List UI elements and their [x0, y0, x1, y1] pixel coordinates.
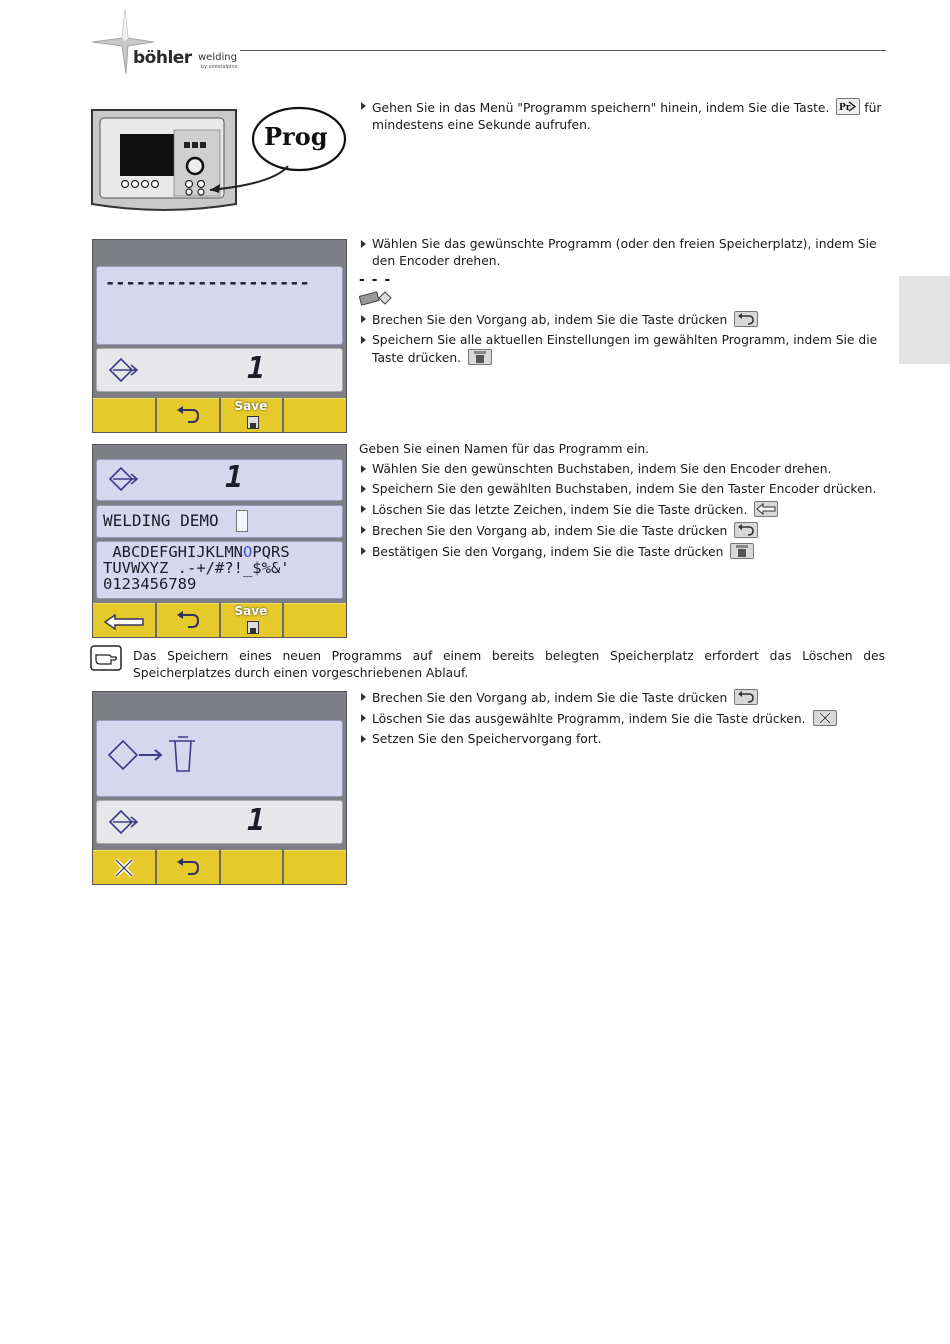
selected-char: O [242, 543, 253, 561]
softkey-save[interactable] [221, 603, 283, 637]
softkey-4[interactable] [284, 398, 346, 432]
lcd-program-name-panel [96, 266, 343, 345]
delete-key-icon [813, 710, 837, 726]
softkey-1[interactable] [93, 398, 155, 432]
softkey-4[interactable] [284, 850, 346, 884]
lcd-softkey-row [93, 850, 346, 884]
brand-name: böhler [133, 48, 192, 68]
section1-text [359, 98, 886, 137]
lcd-charset-panel[interactable] [96, 541, 343, 599]
instruction-delete-char: Löschen Sie das letzte Zeichen, indem Sie die Taste drücken. [359, 501, 886, 519]
save-key-icon [730, 543, 754, 559]
undo-key-icon [734, 689, 758, 705]
section3-text [359, 441, 886, 564]
brand-logo [88, 8, 248, 78]
program-arrow-icon [107, 465, 141, 493]
svg-text:Pr: Pr [839, 103, 851, 113]
busy-slot-symbol [359, 290, 886, 308]
softkey-delete[interactable] [93, 850, 155, 884]
instruction-cancel: Brechen Sie den Vorgang ab, indem Sie die Taste drücken [359, 689, 886, 707]
instruction-choose-letter: Wählen Sie den gewünschten Buchstaben, indem Sie den Encoder drehen. [359, 461, 886, 478]
name-value: WELDING DEMO [103, 511, 219, 530]
section2-text [359, 236, 886, 370]
instruction-save: Speichern Sie alle aktuellen Einstellungen im gewählten Programm, indem Sie die Taste drücken. [359, 332, 886, 367]
lcd-number-panel [96, 459, 343, 501]
undo-key-icon [734, 311, 758, 327]
softkey-undo[interactable] [157, 398, 219, 432]
lcd-program-select [92, 239, 347, 433]
charset-line-1: ABCDEFGHIJKLMNOPQRS [103, 543, 290, 561]
control-panel-illustration [88, 104, 350, 216]
program-slot-icon [359, 290, 393, 306]
text-cursor [236, 510, 248, 532]
header-rule [240, 50, 886, 51]
backspace-arrow-icon [103, 614, 145, 630]
note-text: Das Speichern eines neuen Programms auf einem bereits belegten Speicherplatz erfordert das Löschen des Speicherplatzes durch einen vorgeschriebenen Ablauf. [133, 649, 885, 680]
program-arrow-icon [107, 808, 141, 836]
instruction-enter-menu: Gehen Sie in das Menü "Programm speichern" hinein, indem Sie die Taste. Pr für mindestens eine Sekunde aufrufen. [359, 98, 886, 134]
softkey-save[interactable] [221, 398, 283, 432]
charset-line-3: 0123456789 [103, 575, 197, 593]
instruction-confirm: Bestätigen Sie den Vorgang, indem Sie die Taste drücken [359, 543, 886, 561]
side-tab [899, 276, 950, 364]
softkey-4[interactable] [284, 603, 346, 637]
lcd-name-entry [92, 444, 347, 638]
undo-key-icon [734, 522, 758, 538]
instruction-store-letter: Speichern Sie den gewählten Buchstaben, indem Sie den Taster Encoder drücken. [359, 481, 886, 498]
lcd-program-number: 1 [247, 351, 266, 386]
brand-suffix: welding [198, 52, 237, 63]
lcd-name-field[interactable] [96, 505, 343, 538]
lcd-program-number: 1 [247, 803, 266, 838]
brand-tagline: by voestalpine [201, 64, 238, 70]
lcd-program-number-panel [96, 348, 343, 392]
softkey-3[interactable] [221, 850, 283, 884]
instruction-delete-program: Löschen Sie das ausgewählte Programm, indem Sie die Taste drücken. [359, 710, 886, 728]
lcd-program-number-panel [96, 800, 343, 844]
charset-line-2: TUVWXYZ .-+/#?!_$%&' [103, 559, 290, 577]
delete-to-trash-icon [105, 731, 201, 781]
instruction-cancel: Brechen Sie den Vorgang ab, indem Sie die Taste drücken [359, 311, 886, 329]
undo-icon [175, 857, 201, 879]
floppy-icon [247, 416, 259, 429]
instruction-cancel: Brechen Sie den Vorgang ab, indem Sie die Taste drücken [359, 522, 886, 540]
pointing-hand-icon [90, 645, 122, 671]
undo-icon [175, 405, 201, 427]
softkey-undo[interactable] [157, 850, 219, 884]
backspace-key-icon [754, 501, 778, 517]
lcd-delete-program [92, 691, 347, 885]
lcd-program-number: 1 [225, 460, 244, 495]
lcd-softkey-row [93, 603, 346, 637]
name-intro: Geben Sie einen Namen für das Programm ein. [359, 442, 650, 456]
softkey-undo[interactable] [157, 603, 219, 637]
close-icon [113, 858, 135, 878]
empty-slot-symbol: - - - [359, 272, 392, 288]
softkey-backspace[interactable] [93, 603, 155, 637]
save-label: Save [234, 604, 268, 618]
program-arrow-icon [107, 356, 141, 384]
section4-text [359, 689, 886, 751]
instruction-select-program: Wählen Sie das gewünschte Programm (oder den freien Speicherplatz), indem Sie den Encoder drehen. [359, 236, 886, 270]
save-key-icon [468, 349, 492, 365]
undo-icon [175, 610, 201, 632]
lcd-softkey-row [93, 398, 346, 432]
lcd-dashes: -------------------- [105, 273, 310, 293]
prog-button-label: Prog [264, 122, 328, 151]
lcd-delete-panel [96, 720, 343, 797]
instruction-continue: Setzen Sie den Speichervorgang fort. [359, 731, 886, 748]
save-label: Save [234, 399, 268, 413]
prog-key-icon [836, 98, 860, 115]
floppy-icon [247, 621, 259, 634]
